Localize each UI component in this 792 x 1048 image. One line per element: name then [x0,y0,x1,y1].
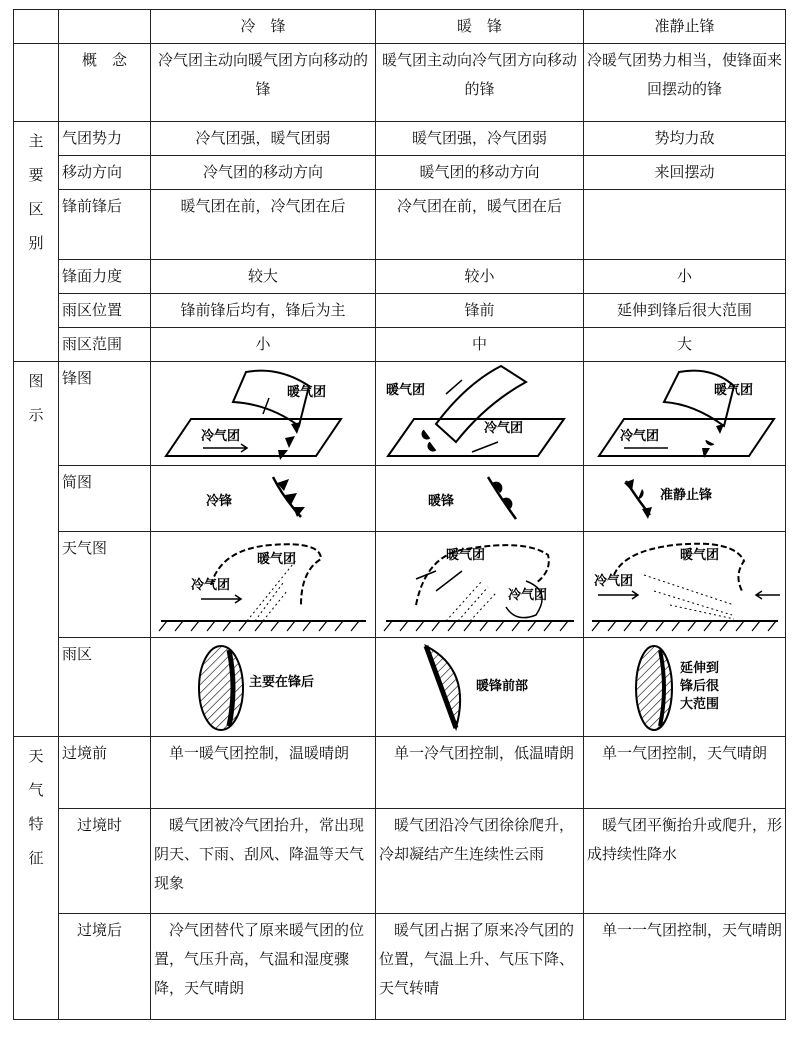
arrow-icon [598,591,638,599]
cell-stationary: 单一气团控制，天气晴朗 [584,737,786,809]
cold-front-diagram [151,362,376,466]
cold-front-weather-diagram [151,532,376,638]
weather-row-after [14,914,786,1020]
front-surface [664,370,734,425]
stationary-front-weather-diagram [584,532,786,638]
arrow-icon [201,595,241,603]
rain-lines [644,575,734,619]
row-label: 锋前锋后 [59,190,151,260]
cell-warm: 锋前 [376,294,584,328]
cold-front-rain-diagram [151,638,376,737]
diagram-row-simple [14,466,786,532]
diagram-category [14,362,59,737]
warm-air-label: 暖气团 [446,547,486,563]
warm-air-label: 暖气团 [257,551,297,567]
concept-warm: 暖气团主动向冷气团方向移动的锋 [376,44,584,122]
weather-row-before [14,737,786,809]
arrow-icon [416,571,462,591]
cat-char: 特 [28,815,44,833]
row-label: 气团势力 [59,122,151,156]
cold-air-label: 冷气团 [620,428,660,444]
cell-cold: 冷气团强，暖气团弱 [151,122,376,156]
cell-stationary: 延伸到锋后很大范围 [584,294,786,328]
cold-front-triangle-icon [716,424,724,434]
header-blank [14,10,59,44]
concept-stationary: 冷暖气团势力相当，使锋面来回摆动的锋 [584,44,786,122]
header-warm-front: 暖 锋 [376,10,584,44]
ground-plane [166,419,341,456]
ground-hatch [592,621,776,631]
header-blank-2 [59,10,151,44]
rain-cold-label: 主要在锋后 [249,675,315,690]
row-label: 锋图 [59,362,151,466]
warm-front-rain-diagram [376,638,584,737]
cold-air-label: 冷气团 [201,428,241,444]
cat-char: 气 [28,781,44,799]
cat-char: 别 [28,234,44,252]
cell-warm: 单一冷气团控制，低温晴朗 [376,737,584,809]
warm-front-simple [376,466,584,532]
warm-front-line [488,477,516,519]
row-label: 雨区位置 [59,294,151,328]
warm-air-label: 暖气团 [287,384,327,400]
concept-category [14,44,59,122]
diagram-row-rain [14,638,786,737]
cold-air-label: 冷气团 [191,577,231,593]
cell-cold: 冷气团的移动方向 [151,156,376,190]
header-stationary-front: 准静止锋 [584,10,786,44]
row-label: 雨区 [59,638,151,737]
cold-front-simple [151,466,376,532]
warm-front-semicircle-icon [422,430,436,451]
cell-stationary: 单一一气团控制，天气晴朗 [584,914,786,1020]
arrow-icon [756,591,780,599]
row-label: 过境前 [59,737,151,809]
front-comparison-table [13,9,786,1020]
rain-lines [247,559,297,621]
cell-cold: 锋前锋后均有，锋后为主 [151,294,376,328]
cold-front-triangle-icon [285,436,295,448]
rain-area [199,646,243,730]
cell-stationary: 大 [584,328,786,362]
diff-row-force [14,260,786,294]
cell-stationary: 暖气团平衡抬升或爬升，形成持续性降水 [584,809,786,914]
warm-front-semicircle-icon [706,440,714,445]
warm-air-label: 暖气团 [714,382,754,398]
cell-warm: 暖气团强，冷气团弱 [376,122,584,156]
cat-char: 要 [28,166,44,184]
cat-char: 天 [28,747,44,765]
cell-stationary: 小 [584,260,786,294]
concept-row [14,44,786,122]
arrow-icon [472,442,498,452]
rain-warm-label: 暖锋前部 [476,679,529,694]
concept-cold: 冷气团主动向暖气团方向移动的锋 [151,44,376,122]
cell-cold: 小 [151,328,376,362]
diagram-row-weather [14,532,786,638]
simple-cold-label: 冷锋 [206,493,233,509]
arrow-icon [263,398,269,414]
cell-warm: 冷气团在前，暖气团在后 [376,190,584,260]
rain-stationary-label: 大范围 [680,697,720,712]
cat-char: 征 [28,849,44,867]
simple-warm-label: 暖锋 [428,493,455,509]
cell-cold: 冷气团替代了原来暖气团的位置，气压升高，气温和湿度骤降，天气晴朗 [151,914,376,1020]
ground-hatch [384,621,568,631]
concept-label: 概 念 [59,44,151,122]
row-label: 移动方向 [59,156,151,190]
cell-warm: 较小 [376,260,584,294]
warm-air-label: 暖气团 [680,547,720,563]
diff-row-front-back [14,190,786,260]
warm-front-semicircle-icon [638,489,644,499]
stationary-front-diagram [584,362,786,466]
diff-row-strength [14,122,786,156]
cat-char: 主 [28,132,44,150]
diagram-row-front [14,362,786,466]
row-label: 过境时 [59,809,151,914]
diff-row-direction [14,156,786,190]
cell-warm: 暖气团占据了原来冷气团的位置，气温上升、气压下降、天气转晴 [376,914,584,1020]
cell-cold: 暖气团被冷气团抬升，常出现阴天、下雨、刮风、降温等天气现象 [151,809,376,914]
cell-cold: 单一暖气团控制，温暖晴朗 [151,737,376,809]
cold-air-label: 冷气团 [508,587,548,603]
header-row [14,10,786,44]
arrow-icon [446,380,462,394]
cold-front-triangle-icon [291,422,301,434]
rain-stationary-label: 延伸到 [680,661,720,676]
cell-stationary: 势均力敌 [584,122,786,156]
main-diff-category [14,122,59,362]
arrow-icon [203,444,247,452]
header-cold-front: 冷 锋 [151,10,376,44]
warm-front-diagram [376,362,584,466]
row-label: 雨区范围 [59,328,151,362]
cell-warm: 暖气团的移动方向 [376,156,584,190]
cell-cold: 较大 [151,260,376,294]
cell-warm: 暖气团沿冷气团徐徐爬升，冷却凝结产生连续性云雨 [376,809,584,914]
rain-area [636,646,672,730]
warm-air-label: 暖气团 [386,382,426,398]
cat-char: 区 [28,200,44,218]
warm-front-weather-diagram [376,532,584,638]
stationary-front-rain-diagram [584,638,786,737]
cell-cold: 暖气团在前，冷气团在后 [151,190,376,260]
ground-hatch [159,621,359,631]
weather-row-during [14,809,786,914]
simple-stationary-label: 准静止锋 [660,487,713,503]
cold-front-triangle-icon [642,507,652,519]
rain-lines [446,581,496,621]
stationary-front-simple [584,466,786,532]
cell-warm: 中 [376,328,584,362]
row-label: 锋面力度 [59,260,151,294]
row-label: 过境后 [59,914,151,1020]
cell-stationary: 来回摆动 [584,156,786,190]
cat-char: 示 [28,406,44,424]
cell-stationary [584,190,786,260]
cold-air-label: 冷气团 [594,573,634,589]
diff-row-rain-position [14,294,786,328]
rain-stationary-label: 锋后很 [680,679,720,694]
cloud-outline [614,543,744,590]
cat-char: 图 [28,372,44,390]
cold-air-label: 冷气团 [484,420,524,436]
row-label: 简图 [59,466,151,532]
diff-row-rain-range [14,328,786,362]
weather-category [14,737,59,1020]
row-label: 天气图 [59,532,151,638]
